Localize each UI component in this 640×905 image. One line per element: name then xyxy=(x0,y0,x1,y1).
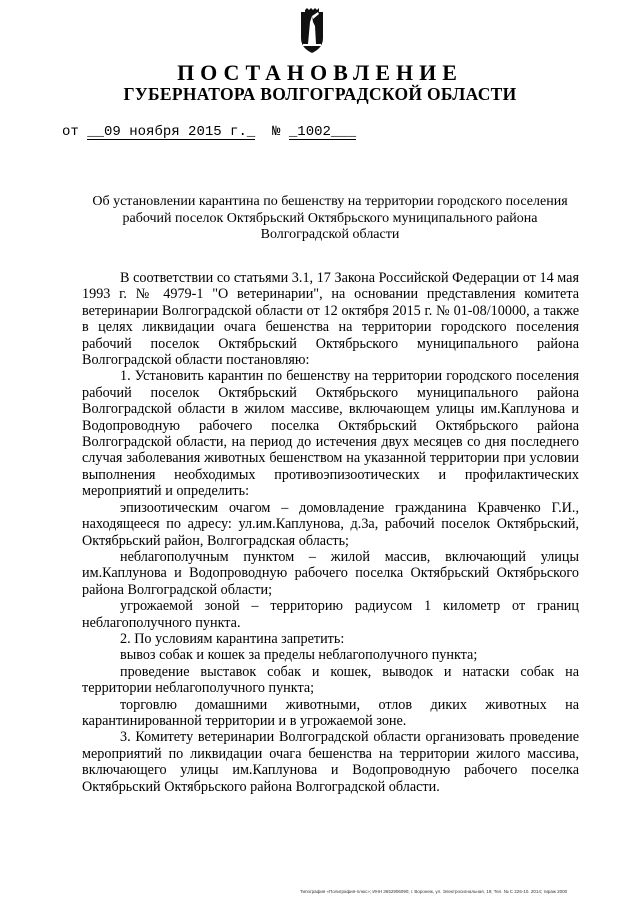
paragraph-2a: вывоз собак и кошек за пределы неблагополучного пункта; xyxy=(120,647,478,664)
document-title: ПОСТАНОВЛЕНИЕ xyxy=(177,60,463,85)
paragraph-2b: проведение выставок собак и кошек, выводок и натаски собак на территории неблагополучного пункта; xyxy=(82,663,579,697)
number-sign: № xyxy=(272,124,281,140)
document-number: _1002___ xyxy=(288,124,357,140)
preamble-paragraph: В соответствии со статьями 3.1, 17 Закона Российской Федерации от 14 мая 1993 г. № 4979-1 "О ветеринарии", на основании представления комитета ветеринарии Волгоградской области от 12 октября 2015 г. № 01-08/10000, а также в целях ликвидации очага бешенства на территории городского поселения рабочий поселок Октябрьский Октябрьского муниципального района Волгоградской области постановляю: xyxy=(82,270,579,369)
resolve-word: постановляю: xyxy=(226,352,310,369)
document-body xyxy=(82,270,579,795)
printer-imprint: Типография «Полиграфия-плюс»; ИНН 3652906090; г. Воронеж, ул. Электросигнальная, 19; Тел. № С 226-10. 2014; тираж 2000 xyxy=(300,889,568,894)
paragraph-1: 1. Установить карантин по бешенству на территории городского поселения рабочий поселок Октябрьский Октябрьского муниципального района Волгоградской области в жилом массиве, включающем улицы им.Каплунова и Водопроводную рабочего поселка Октябрьский Октябрьского района Волгоградской области, на период до истечения двух месяцев со дня последнего случая заболевания животных бешенством на указанной территории при условии выполнения необходимых противоэпизоотических и профилактических мероприятий и определить: xyxy=(82,368,579,500)
document-subtitle: ГУБЕРНАТОРА ВОЛГОГРАДСКОЙ ОБЛАСТИ xyxy=(123,84,517,104)
coat-of-arms-icon xyxy=(300,8,324,54)
paragraph-1c: угрожаемой зоной – территорию радиусом 1 километр от границ неблагополучного пункта. xyxy=(82,598,579,631)
paragraph-1b: неблагополучным пунктом – жилой массив, включающий улицы им.Каплунова и Водопроводную рабочего поселка Октябрьский Октябрьского района Волгоградской области; xyxy=(82,548,579,598)
document-date: __09 ноября 2015 г._ xyxy=(87,124,256,140)
date-number-line xyxy=(62,124,356,140)
paragraph-2: 2. По условиям карантина запретить: xyxy=(120,630,345,647)
document-subject: Об установлении карантина по бешенству на территории городского поселения рабочий поселок Октябрьский Октябрьского муниципального района Волгоградской области xyxy=(92,194,568,242)
date-prefix: от xyxy=(62,124,79,140)
paragraph-1a: эпизоотическим очагом – домовладение гражданина Кравченко Г.И., находящееся по адресу: ул.им.Каплунова, д.3а, рабочий поселок Октябрьский, Октябрьский район, Волгоградская область; xyxy=(82,499,579,549)
paragraph-2c: торговлю домашними животными, отлов диких животных на карантинированной территории и в угрожаемой зоне. xyxy=(82,696,579,729)
paragraph-3: 3. Комитету ветеринарии Волгоградской области организовать проведение мероприятий по ликвидации очага бешенства на территории жилого массива, включающего улицы им.Каплунова и Водопроводную рабочего поселка Октябрьский Октябрьского района Волгоградской области. xyxy=(82,729,579,795)
